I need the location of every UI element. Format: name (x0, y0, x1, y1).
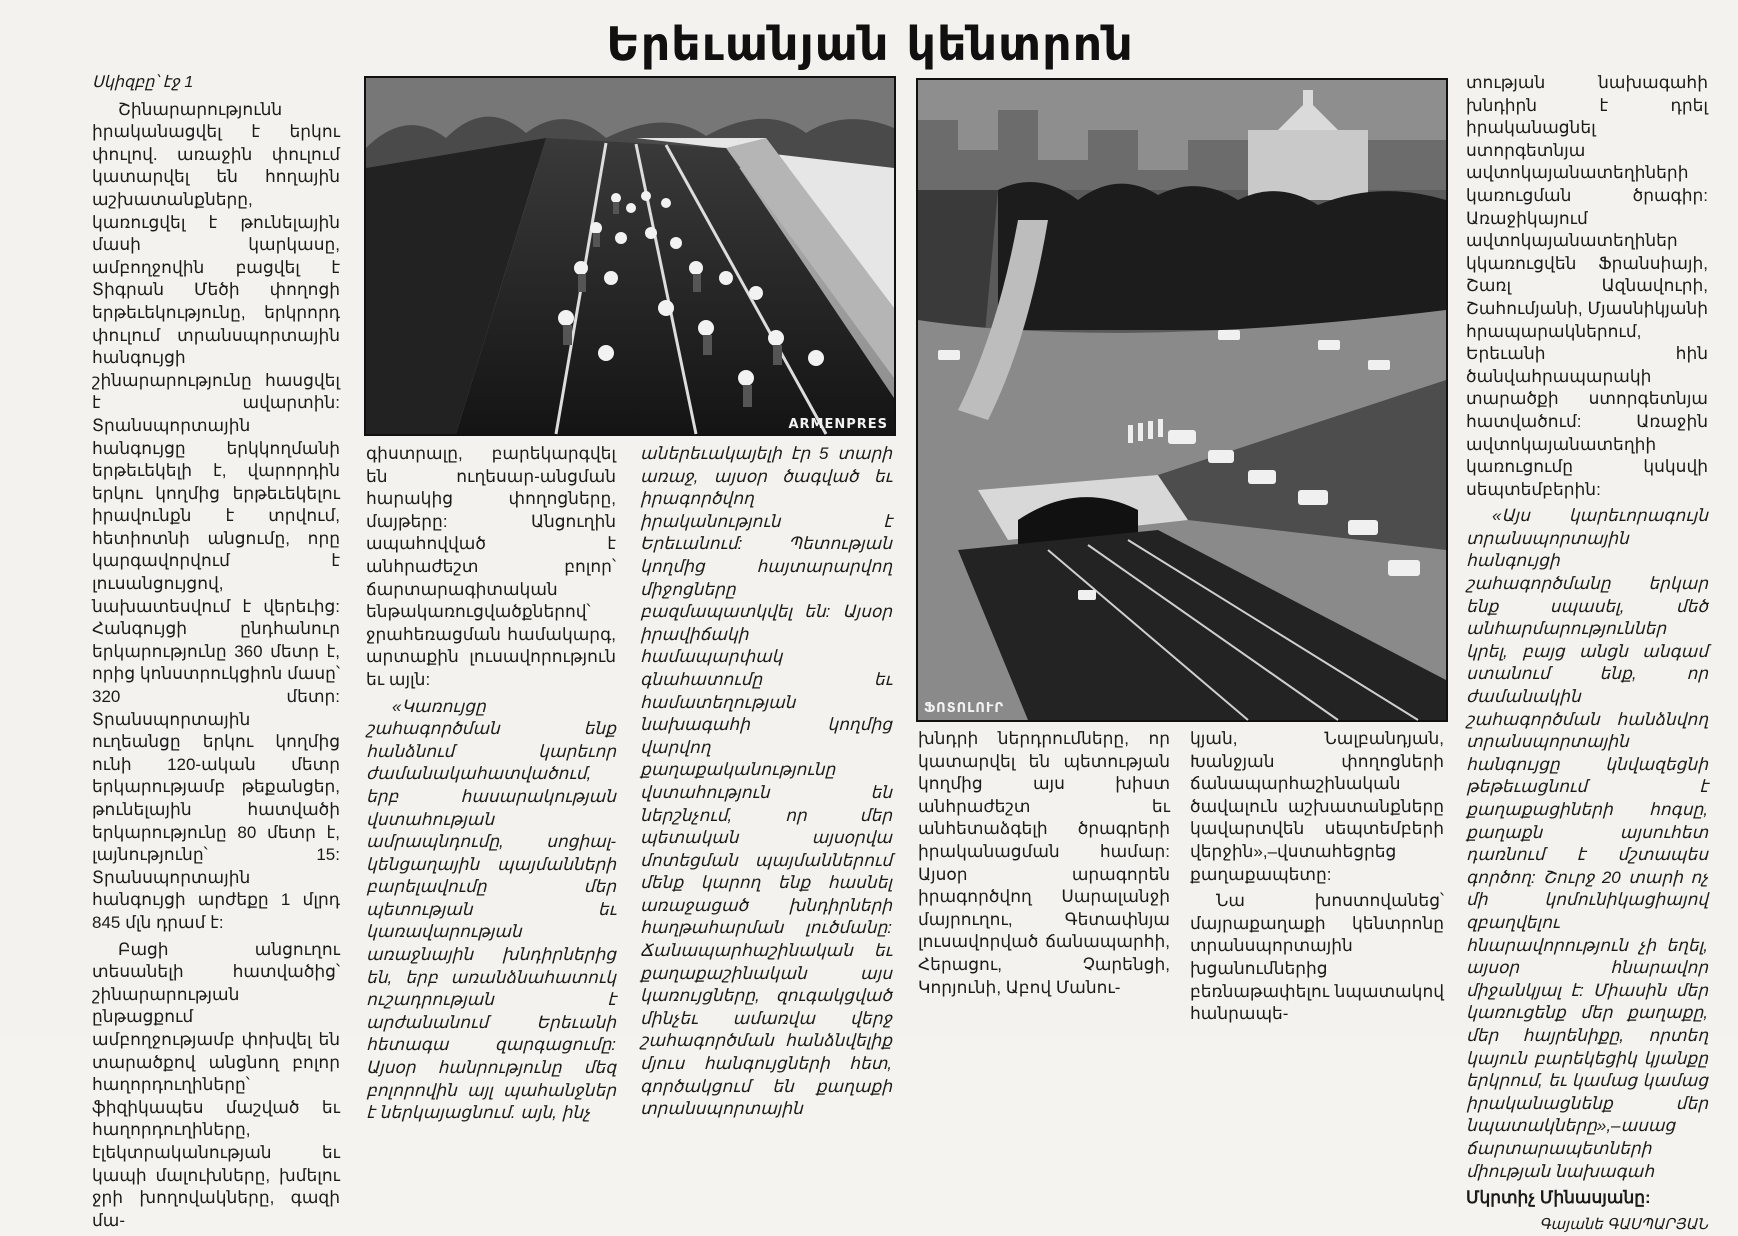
photo-credit: ARMENPRES (788, 417, 888, 432)
photo-aerial-interchange (916, 78, 1448, 722)
headline: Երեւանյան կենտրոն (606, 17, 1134, 71)
column-6 (1466, 72, 1708, 1233)
photo-credit: ՖՈՏՈԼՈՒՐ (924, 701, 1005, 716)
kicker: Սկիզբը՝ էջ 1 (92, 74, 194, 91)
paragraph: Բացի անցուղու տեսանելի հատվածից՝ շինարարության ընթացքում ամբողջությամբ փոխվել են տարածքով անցնող բոլոր հաղորդուղիները՝ ֆիզիկապես մաշված եւ հաղորդուղիները, էլեկտրականության եւ կապի մալուխները, խմելու ջրի խողովակները, գազի մա- (92, 939, 340, 1230)
quote-paragraph: «Կառույցը շահագործման ենք հանձնում կարեւոր ժամանակահատվածում, երբ հասարակության վստահության ամրապնդումը, սոցիալ-կենցաղային պայմանների բարելավումը մեր պետության եւ կառավարության առաջնային խնդիրներից են, երբ առանձնահատուկ ուշադրության է արժանանում Երեւանի հետագա զարգացումը: Այսօր հանրությունը մեզ բոլորովին այլ պահանջներ է ներկայացնում. այն, ինչ (366, 696, 616, 1123)
column-1 (92, 72, 340, 1230)
photo-tunnel-entrance-pedestrians (364, 76, 896, 436)
paragraph: գիստրալը, բարեկարգվել են ուղեսար-անցման հարակից փողոցները, մայթերը: Անցուղին ապահովված է անհրաժեշտ բոլոր՝ ճարտարագիտական ենթակառուցվածքներով՝ ջրահեռացման համակարգ, արտաքին լուսավորություն եւ այլն: (366, 444, 616, 689)
quote-paragraph: աներեւակայելի էր 5 տարի առաջ, այսօր ծագված եւ իրագործվող իրականություն է Երեւանում: Պետության կողմից հայտարարվող միջոցները բազմապատկվել են: Այսօր իրավիճակի համապարփակ գնահատումը եւ համատեղության նախագահի կողմից վարվող քաղաքականությունը վստահություն են ներշնչում, որ մեր պետական այսօրվա մոտեցման պայմաններում մենք կարող ենք հասնել առաջացած խնդիրների հաղթահարման լուծմանը: Ճանապարհաշինական եւ քաղաքաշինական այս կառույցները, զուգակցված մինչեւ ամառվա վերջ շահագործման հանձնվելիք մյուս հանգույցների հետ, գործակցում են քաղաքի տրանսպորտային (640, 444, 892, 1119)
quoted-person-name: Մկրտիչ Մինասյանը: (1466, 1188, 1651, 1208)
author-signature: Գայանե ԳԱՍՊԱՐՅԱՆ (1539, 1215, 1708, 1233)
quote-paragraph: «Այս կարեւորագույն տրանսպորտային հանգույցի շահագործմանը երկար ենք սպասել, մեծ անհարմարություններ կրել, բայց անցն անգամ ստանում ենք, որ ժամանակին շահագործման հանձնվող տրանսպորտային հանգույցը կնվազեցնի թեթեւացնում է քաղաքացիների հոգսը, քաղաքն այսուհետ դառնում է մշտապես գործող: Շուրջ 20 տարի ոչ մի կոմունիկացիայով զբաղվելու հնարավորություն չի եղել, այսօր հնարավոր միջանկյալ է: Միասին մեր կառուցենք մեր քաղաքը, մեր հայրենիքը, որտեղ կայուն բարեկեցիկ կյանքը երկրում, եւ կամաց կամաց իրականացնենք մեր նպատակները»,–ասաց ճարտարապետների միության նախագահ (1466, 506, 1708, 1181)
paragraph: կյան, Նալբանդյան, Խանջյան փողոցների ճանապարհաշինական ծավալուն աշխատանքները կավարտվեն սեպտեմբերի վերջին»,–վստահեցրեց քաղաքապետը: (1190, 729, 1444, 884)
paragraph: Նա խոստովանեց՝ մայրաքաղաքի կենտրոնը տրանսպորտային խցանումներից բեռնաթափելու նպատակով հանրապե- (1190, 891, 1444, 1024)
column-4 (918, 728, 1170, 997)
column-2 (366, 443, 616, 1123)
column-5 (1190, 728, 1444, 1024)
paragraph: տության նախագահի խնդիրն է դրել իրականացնել ստորգետնյա ավտոկայանատեղիների կառուցման ծրագիր: Առաջիկայում ավտոկայանատեղիներ կկառուցվեն Ֆրանսիայի, Շառլ Ազնավուրի, Շահումյանի, Մյասնիկյանի հրապարակներում, Երեւանի հին ծանվահրապարակի տարածքի ստորգետնյա հատվածում: Առաջին ավտոկայանատեղիի կառուցումը կսկսվի սեպտեմբերին: (1466, 73, 1708, 499)
paragraph: խնդրի ներդրումները, որ կատարվել են պետության կողմից այս խիստ անհրաժեշտ եւ անհետաձգելի ծրագրերի իրականացման համար: Այսօր արագորեն իրագործվող Սարալանջի մայրուղու, Գետափնյա լուսավորված ճանապարհի, Հերացու, Չարենցի, Կորյունի, Աբով Մանու- (918, 729, 1170, 997)
paragraph: Շինարարությունն իրականացվել է երկու փուլով. առաջին փուլում կատարվել են հողային աշխատանքները, կառուցվել է թունելային մասի կարկասը, ամբողջովին բացվել է Տիգրան Մեծի փողոցի երթեւեկությունը, երկրորդ փուլում տրանսպորտային հանգույցի շինարարությունը հասցվել է ավարտին: Տրանսպորտային հանգույցը երկկողմանի երթեւեկելի է, վարորդին երկու կողմից երթեւեկելու իրավունքն է տրվում, հետիոտնի անցումը, որը կարգավորվում է լուսանցույցով, նախատեսվում է վերեւից: Հանգույցի ընդհանուր երկարությունը 360 մետր է, որից կոնստրուկցիոն մասը՝ 320 մետր: Տրանսպորտային ուղեանցը երկու կողմից ունի 120-ական մետր երկարությամբ թեքանցեր, թունելային հատվածի երկարությունը 80 մետր է, լայնությունը՝ 15: Տրանսպորտային հանգույցի արժեքը 1 մլրդ 845 մլն դրամ է: (92, 99, 340, 932)
column-3 (640, 443, 892, 1119)
